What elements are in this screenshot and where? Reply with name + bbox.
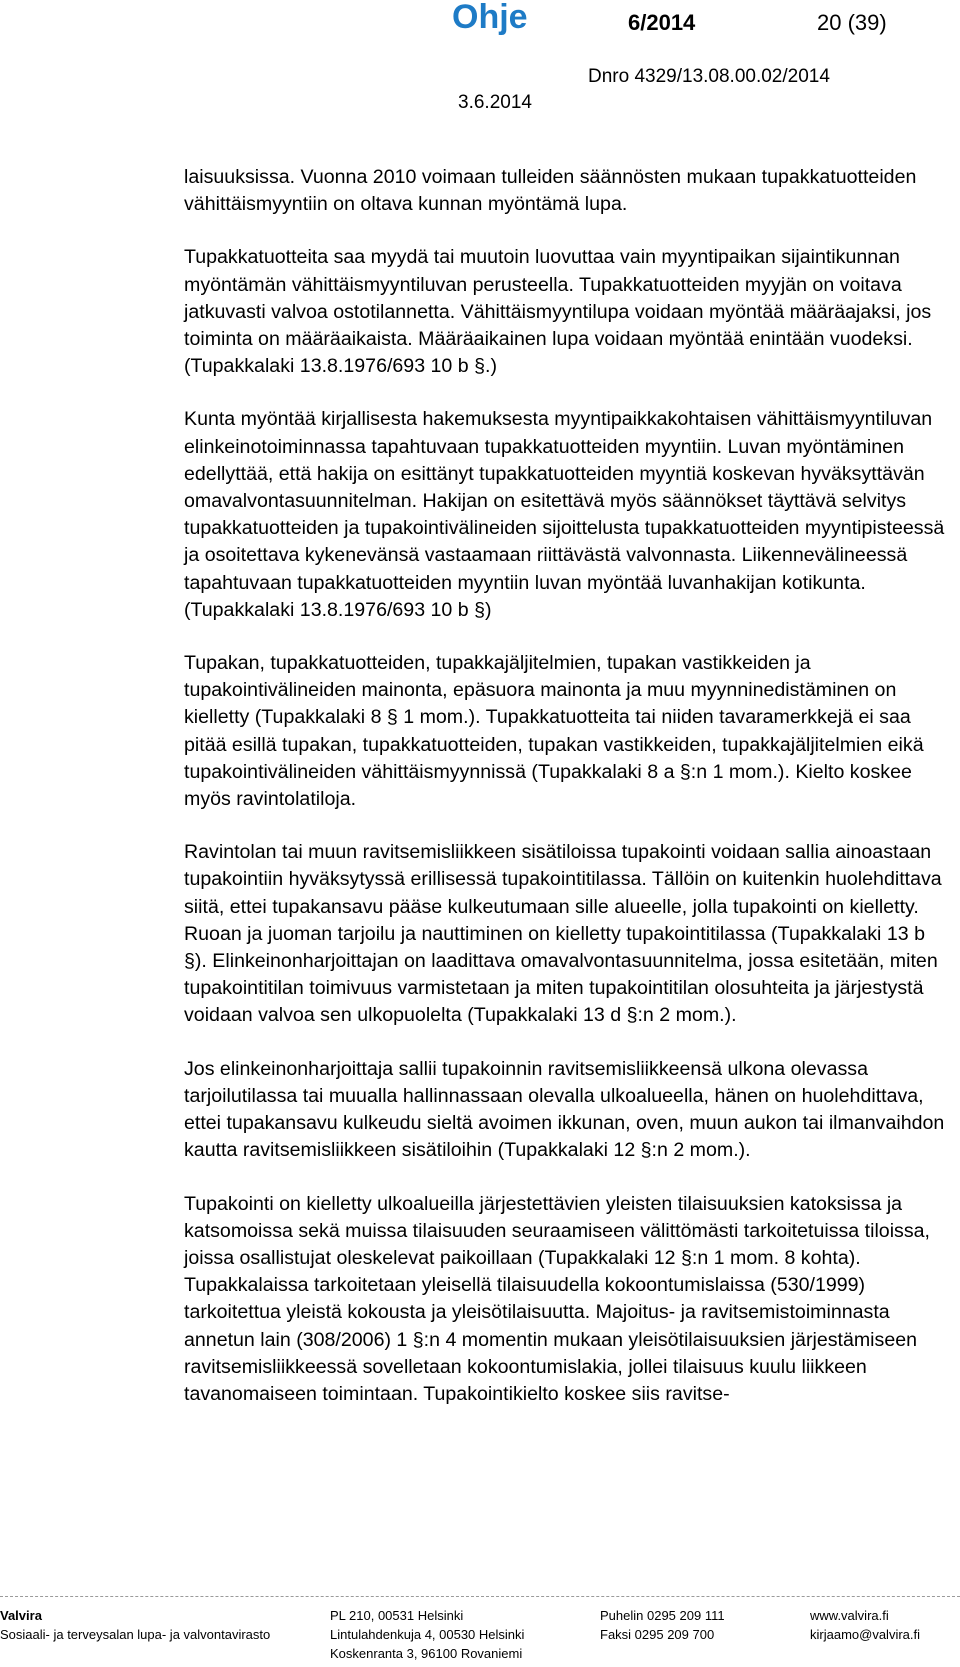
page-number: 20 (39) — [817, 10, 887, 35]
paragraph: laisuuksissa. Vuonna 2010 voimaan tulleiden säännösten mukaan tupakkatuotteiden vähittäismyyntiin on oltava kunnan myöntämä lupa. — [184, 166, 917, 216]
paragraph: Ravintolan tai muun ravitsemisliikkeen sisätiloissa tupakointi voidaan sallia ainoastaan tupakointiin hyväksytyssä erillisessä tupakointitilassa. Tällöin on kuitenkin huolehdittava siitä, ettei tupakansavu pääse kulkeutumaan sille alueelle, jolla tupakointi on kielletty. Ruoan ja juoman tarjoilu ja nauttiminen on kielletty tupakointitilassa (Tupakkalaki 13 b §). Elinkeinonharjoittajan on laadittava omavalvontasuunnitelma, jossa esitetään, miten tupakointitilan toimivuus varmistetaan ja miten tupakointitilan olosuhteita ja järjestystä voidaan valvoa sen ulkopuolelta (Tupakkalaki 13 d §:n 2 mom.). — [184, 841, 942, 1027]
footer-address: PL 210, 00531 Helsinki — [330, 1608, 464, 1623]
paragraph: Tupakan, tupakkatuotteiden, tupakkajäljitelmien, tupakan vastikkeiden ja tupakointivälineiden mainonta, epäsuora mainonta ja muu myynninedistäminen on kielletty (Tupakkalaki 8 § 1 mom.). Tupakkatuotteita tai niiden tavaramerkkejä ei saa pitää esillä tupakan, tupakkatuotteiden, tupakan vastikkeiden, tupakkajäljitelmien eikä tupakointivälineiden vähittäismyynnissä (Tupakkalaki 8 a §:n 1 mom.). Kielto koskee myös ravintolatiloja. — [184, 652, 924, 811]
footer-phones — [600, 1606, 725, 1644]
footer-divider — [0, 1596, 960, 1597]
paragraph: Tupakkatuotteita saa myydä tai muutoin luovuttaa vain myyntipaikan sijaintikunnan myöntämän vähittäismyyntiluvan perusteella. Tupakkatuotteiden myyjän on voitava jatkuvasti valvoa ostotilannetta. Vähittäismyyntilupa voidaan myöntää määräajaksi, jos toiminta on määräaikaista. Määräaikainen lupa voidaan myöntää enintään vuodeksi. (Tupakkalaki 13.8.1976/693 10 b §.) — [184, 246, 932, 378]
footer-email-link[interactable]: kirjaamo@valvira.fi — [810, 1627, 920, 1642]
document-type-title: Ohje — [452, 0, 528, 36]
footer-address: Koskenranta 3, 96100 Rovaniemi — [330, 1646, 523, 1661]
document-number: 6/2014 — [628, 10, 696, 35]
footer-phone: Puhelin 0295 209 111 — [600, 1608, 725, 1623]
footer-org-name: Valvira — [0, 1608, 42, 1623]
document-body — [184, 164, 948, 1434]
paragraph: Tupakointi on kielletty ulkoalueilla järjestettävien yleisten tilaisuuksien katoksissa ja katsomoissa sekä muissa tilaisuuden seuraamiseen välittömästi tarkoitetuissa tiloissa, joissa osallistujat oleskelevat paikoillaan (Tupakkalaki 12 §:n 1 mom. 8 kohta). Tupakkalaissa tarkoitetaan yleisellä tilaisuudella kokoontumislaissa (530/1999) tarkoitettua yleistä kokousta ja yleisötilaisuutta. Majoitus- ja ravitsemistoiminnasta annetun lain (308/2006) 1 §:n 4 momentin mukaan yleisötilaisuuksien järjestämiseen ravitsemisliikkeessä sovelletaan kokoontumislakia, jollei tilaisuus kuulu liikkeen tavanomaiseen toimintaan. Tupakointikielto koskee siis ravitse- — [184, 1192, 930, 1405]
footer-address: Lintulahdenkuja 4, 00530 Helsinki — [330, 1627, 525, 1642]
registry-number: Dnro 4329/13.08.00.02/2014 — [588, 66, 830, 87]
footer-organization — [0, 1606, 270, 1644]
paragraph: Jos elinkeinonharjoittaja sallii tupakoinnin ravitsemisliikkeensä ulkona olevassa tarjoilutilassa tai muualla hallinnassaan olevalla ulkoalueella, hänen on huolehdittava, ettei tupakansavu kulkeudu sieltä avoimen ikkunan, oven, muun aukon tai ilmanvaihdon kautta ravitsemisliikkeen sisätiloihin (Tupakkalaki 12 §:n 2 mom.). — [184, 1057, 945, 1162]
footer-org-full-name: Sosiaali- ja terveysalan lupa- ja valvontavirasto — [0, 1627, 271, 1642]
footer-contacts — [810, 1606, 920, 1644]
document-date: 3.6.2014 — [458, 92, 532, 113]
footer-fax: Faksi 0295 209 700 — [600, 1627, 715, 1642]
footer-website-link[interactable]: www.valvira.fi — [810, 1608, 889, 1623]
footer-addresses — [330, 1606, 524, 1663]
paragraph: Kunta myöntää kirjallisesta hakemuksesta myyntipaikkakohtaisen vähittäismyyntiluvan elinkeinotoiminnassa tapahtuvaan tupakkatuotteiden myyntiin. Luvan myöntäminen edellyttää, että hakija on esittänyt tupakkatuotteiden myyntiä koskevan hyväksyttävän omavalvontasuunnitelman. Hakijan on esitettävä myös säännökset täyttävä selvitys tupakkatuotteiden ja tupakointivälineiden sijoittelusta tupakkatuotteiden myyntipisteessä ja osoitettava kykenevänsä vastaamaan riittävästä valvonnasta. Liikennevälineessä tapahtuvaan tupakkatuotteiden myyntiin luvan myöntää luvanhakijan kotikunta. (Tupakkalaki 13.8.1976/693 10 b §) — [184, 408, 945, 621]
